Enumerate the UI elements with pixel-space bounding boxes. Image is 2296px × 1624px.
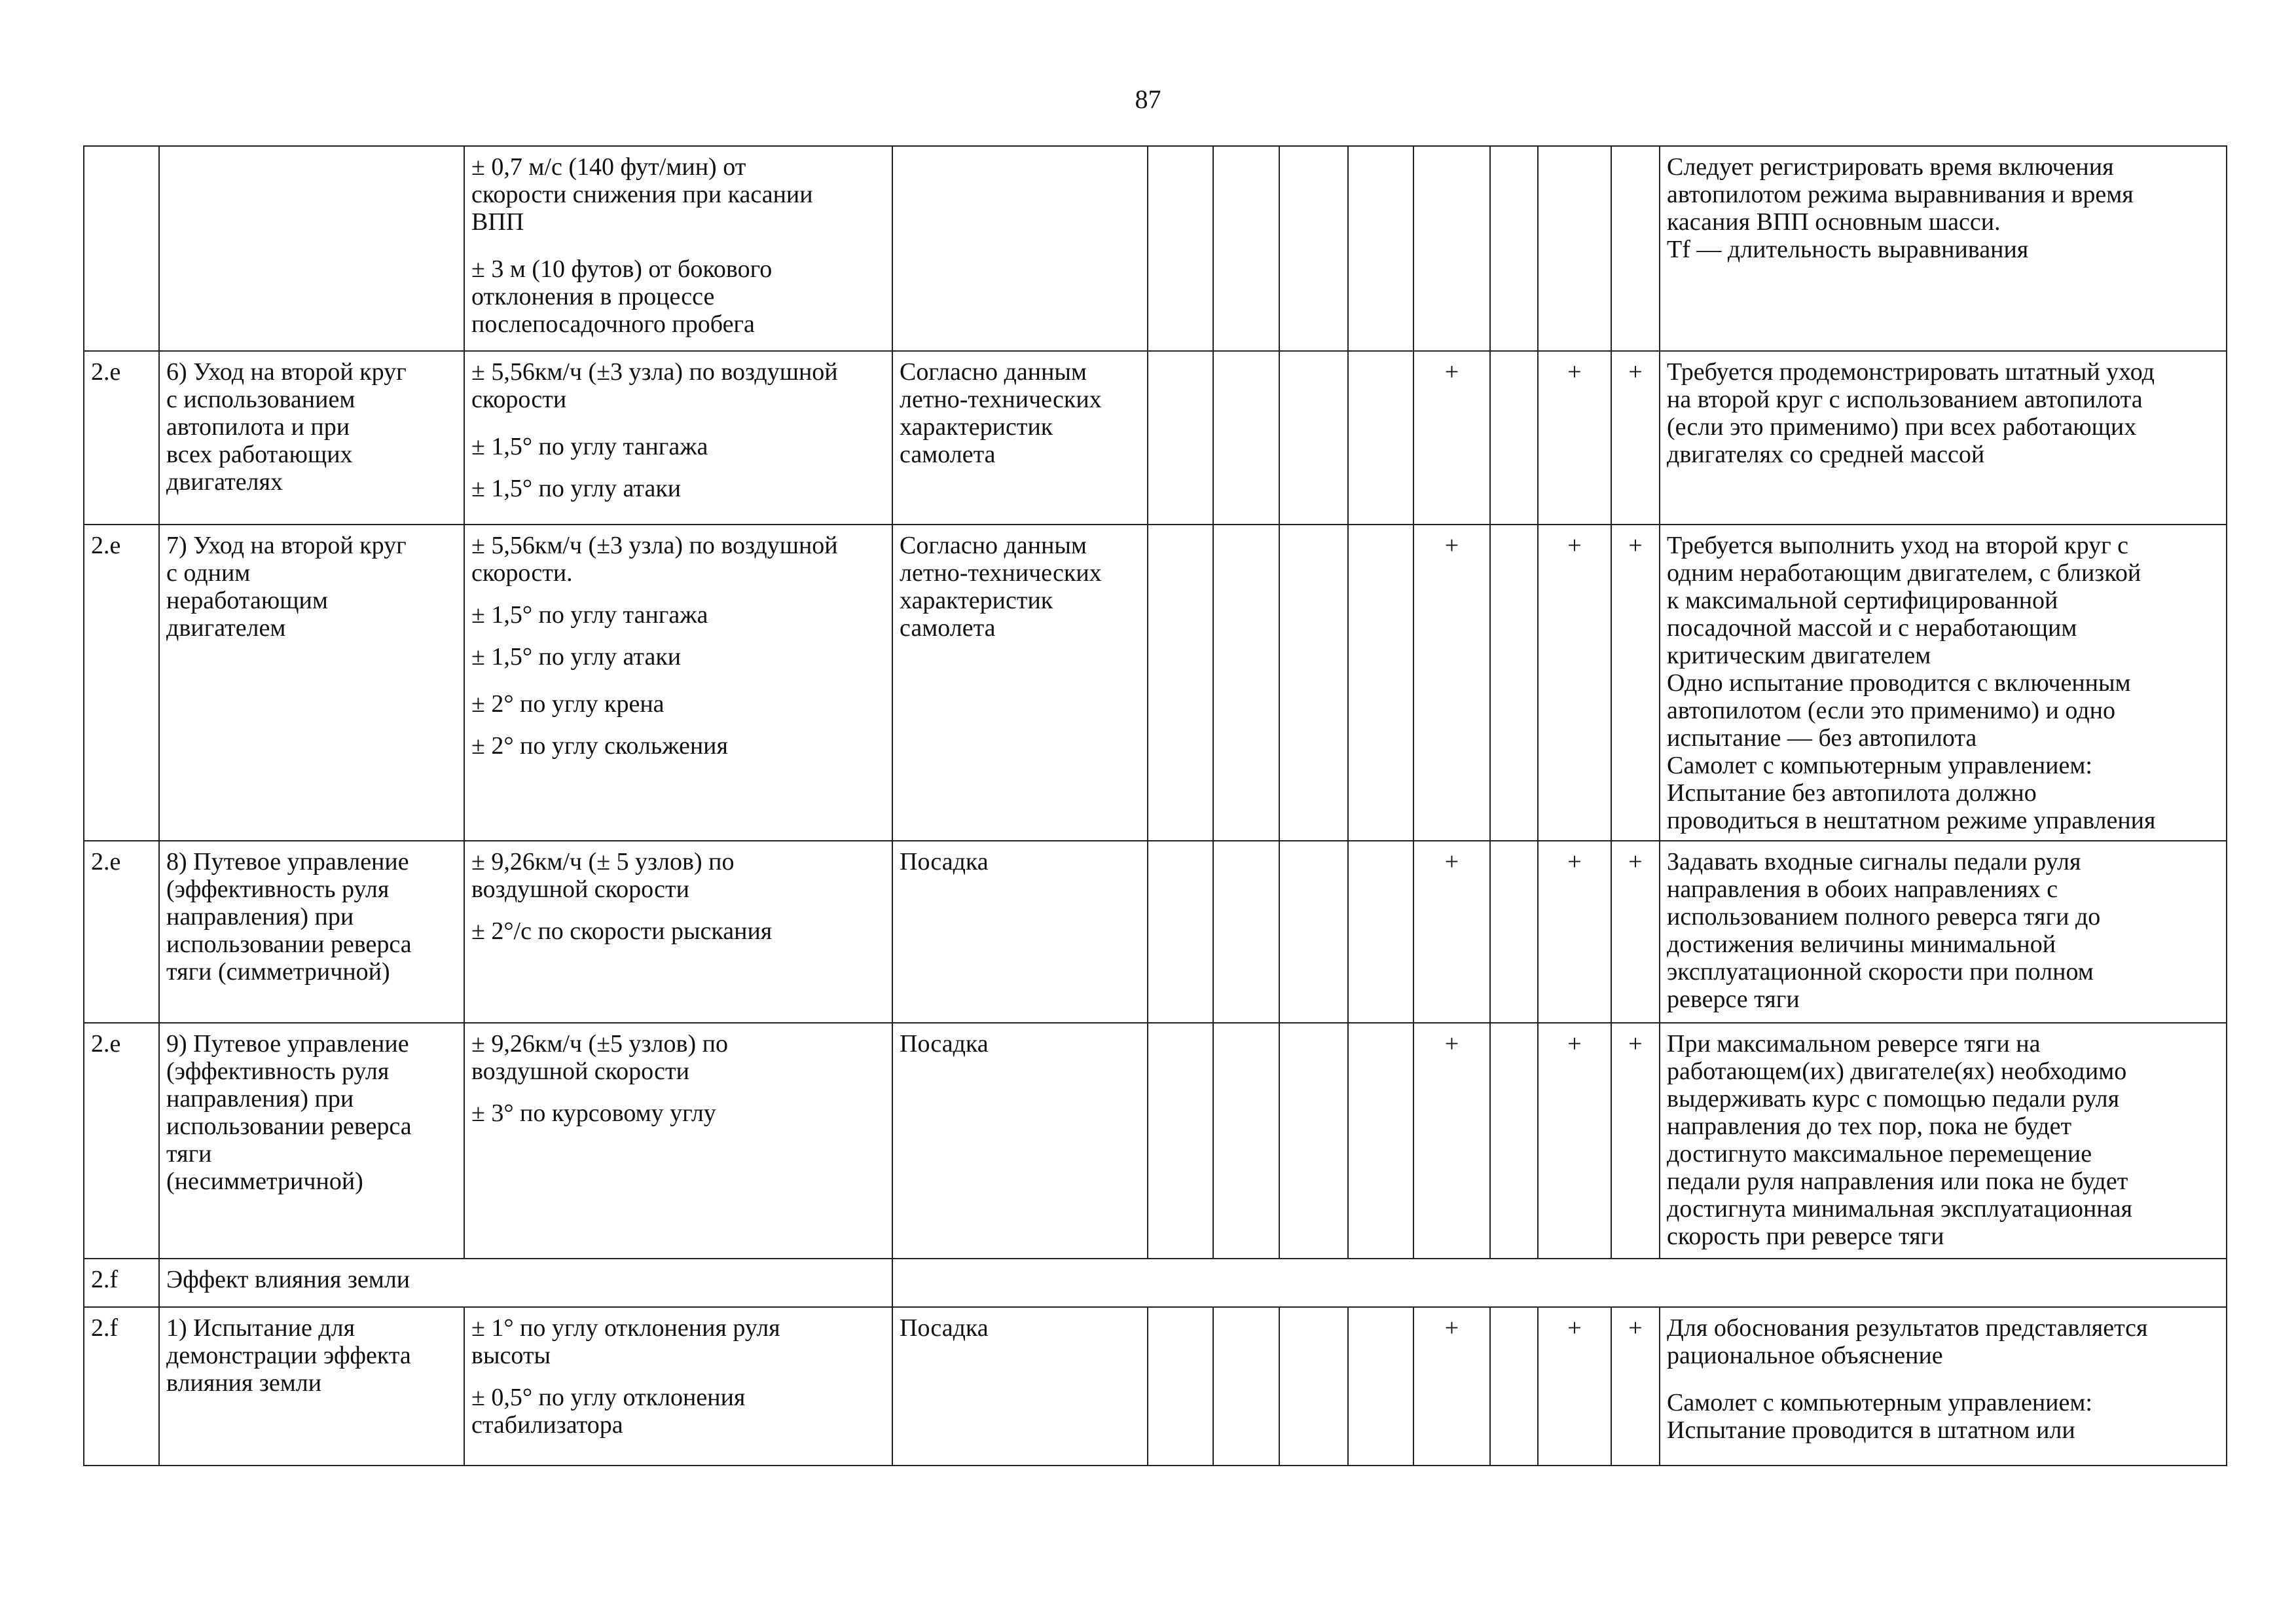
mark-cell xyxy=(1148,1307,1213,1466)
mark-cell xyxy=(1490,146,1538,351)
tolerance-line: ± 1,5° по углу атаки xyxy=(471,475,682,502)
tolerance-line: ± 0,5° по углу отклонения стабилизатора xyxy=(471,1384,746,1439)
conditions-cell: Посадка xyxy=(892,1307,1148,1466)
mark-cell xyxy=(1348,1307,1413,1466)
mark-cell: + xyxy=(1611,351,1660,525)
table-row xyxy=(84,525,2227,841)
mark-cell xyxy=(1348,351,1413,525)
tolerance-line: ± 1° по углу отклонения руля высоты xyxy=(471,1314,780,1369)
tolerance-line: ± 3° по курсовому углу xyxy=(471,1099,716,1127)
mark-cell xyxy=(1213,1307,1279,1466)
mark-cell xyxy=(1611,146,1660,351)
conditions-cell: Согласно данным летно-технических характеристик самолета xyxy=(892,351,1148,525)
tolerance-cell xyxy=(464,146,892,351)
mark-cell xyxy=(1279,351,1348,525)
table-row xyxy=(84,1307,2227,1466)
mark-cell xyxy=(1279,1023,1348,1259)
mark-cell: + xyxy=(1538,1023,1611,1259)
tolerance-cell xyxy=(464,1307,892,1466)
mark-cell xyxy=(1148,146,1213,351)
tolerance-line: ± 1,5° по углу тангажа xyxy=(471,601,708,629)
comments-cell: Требуется продемонстрировать штатный уход на второй круг с использованием автопилота (если это применимо) при всех работающих двигателях со средней массой xyxy=(1660,351,2227,525)
comments-cell: Задавать входные сигналы педали руля направления в обоих направлениях с использованием полного реверса тяги до достижения величины минимальной эксплуатационной скорости при полном реверсе тяги xyxy=(1660,841,2227,1023)
mark-cell: + xyxy=(1611,1307,1660,1466)
tolerance-line: ± 5,56км/ч (±3 узла) по воздушной скорости. xyxy=(471,532,838,587)
tolerance-cell xyxy=(464,351,892,525)
tolerance-cell xyxy=(464,841,892,1023)
test-name-cell: 6) Уход на второй круг с использованием автопилота и при всех работающих двигателях xyxy=(159,351,464,525)
table-row xyxy=(84,351,2227,525)
mark-cell xyxy=(1279,146,1348,351)
test-code-cell: 2.f xyxy=(84,1307,159,1466)
test-name-cell: 7) Уход на второй круг с одним неработающим двигателем xyxy=(159,525,464,841)
test-code-cell: 2.e xyxy=(84,351,159,525)
comments-cell: Следует регистрировать время включения автопилотом режима выравнивания и время касания ВПП основным шасси. Tf — длительность выравнивания xyxy=(1660,146,2227,351)
tolerance-line: ± 1,5° по углу тангажа xyxy=(471,433,708,460)
tolerance-line: ± 2°/с по скорости рыскания xyxy=(471,917,773,945)
mark-cell: + xyxy=(1611,525,1660,841)
mark-cell xyxy=(1213,841,1279,1023)
mark-cell xyxy=(1279,525,1348,841)
mark-cell: + xyxy=(1538,1307,1611,1466)
section-code-cell: 2.f xyxy=(84,1259,159,1307)
test-code-cell: 2.e xyxy=(84,841,159,1023)
mark-cell: + xyxy=(1538,351,1611,525)
tolerance-line: ± 5,56км/ч (±3 узла) по воздушной скорости xyxy=(471,358,838,413)
qualification-test-table xyxy=(83,145,2227,1466)
mark-cell xyxy=(1490,1023,1538,1259)
table-row xyxy=(84,146,2227,351)
tolerance-line: ± 2° по углу крена xyxy=(471,690,665,718)
mark-cell xyxy=(1348,1023,1413,1259)
test-name-cell: 9) Путевое управление (эффективность руля направления) при использовании реверса тяги (несимметричной) xyxy=(159,1023,464,1259)
mark-cell: + xyxy=(1413,525,1490,841)
conditions-cell xyxy=(892,146,1148,351)
tolerance-line: ± 1,5° по углу атаки xyxy=(471,643,682,671)
mark-cell xyxy=(1213,1023,1279,1259)
mark-cell xyxy=(1348,841,1413,1023)
comment-paragraph: Для обоснования результатов представляется рациональное объяснение xyxy=(1667,1314,2148,1369)
mark-cell xyxy=(1490,351,1538,525)
mark-cell: + xyxy=(1538,525,1611,841)
tolerance-line: ± 0,7 м/с (140 фут/мин) от скорости снижения при касании ВПП xyxy=(471,153,813,236)
tolerance-cell xyxy=(464,1023,892,1259)
mark-cell: + xyxy=(1413,1307,1490,1466)
tolerance-line: ± 9,26км/ч (±5 узлов) по воздушной скорости xyxy=(471,1030,728,1085)
mark-cell xyxy=(1213,351,1279,525)
mark-cell xyxy=(1348,525,1413,841)
test-code-cell: 2.e xyxy=(84,1023,159,1259)
table-row xyxy=(84,1023,2227,1259)
tolerance-line: ± 2° по углу скольжения xyxy=(471,732,728,760)
tolerance-line: ± 9,26км/ч (± 5 узлов) по воздушной скорости xyxy=(471,848,735,903)
mark-cell xyxy=(1279,841,1348,1023)
conditions-cell: Согласно данным летно-технических характеристик самолета xyxy=(892,525,1148,841)
test-name-cell: 1) Испытание для демонстрации эффекта влияния земли xyxy=(159,1307,464,1466)
test-code-cell xyxy=(84,146,159,351)
mark-cell xyxy=(1413,146,1490,351)
comments-cell xyxy=(1660,1307,2227,1466)
mark-cell xyxy=(1148,525,1213,841)
tolerance-cell xyxy=(464,525,892,841)
conditions-cell: Посадка xyxy=(892,1023,1148,1259)
comments-cell: При максимальном реверсе тяги на работающем(их) двигателе(ях) необходимо выдерживать курс с помощью педали руля направления до тех пор, пока не будет достигнуто максимальное перемещение педали руля направления или пока не будет достигнута минимальная эксплуатационная скорость при реверсе тяги xyxy=(1660,1023,2227,1259)
mark-cell xyxy=(1148,841,1213,1023)
mark-cell xyxy=(1213,525,1279,841)
mark-cell: + xyxy=(1413,351,1490,525)
mark-cell xyxy=(1279,1307,1348,1466)
mark-cell xyxy=(1348,146,1413,351)
mark-cell: + xyxy=(1611,1023,1660,1259)
page-number: 87 xyxy=(1135,84,1161,114)
mark-cell: + xyxy=(1413,841,1490,1023)
test-code-cell: 2.e xyxy=(84,525,159,841)
mark-cell: + xyxy=(1413,1023,1490,1259)
conditions-cell: Посадка xyxy=(892,841,1148,1023)
mark-cell: + xyxy=(1538,841,1611,1023)
mark-cell xyxy=(1213,146,1279,351)
section-title-cell: Эффект влияния земли xyxy=(159,1259,892,1307)
test-name-cell xyxy=(159,146,464,351)
table-row xyxy=(84,841,2227,1023)
section-empty-cell xyxy=(892,1259,2227,1307)
tolerance-line: ± 3 м (10 футов) от бокового отклонения в процессе послепосадочного пробега xyxy=(471,255,773,338)
comment-paragraph: Самолет с компьютерным управлением: Испытание проводится в штатном или xyxy=(1667,1389,2092,1444)
mark-cell xyxy=(1148,1023,1213,1259)
mark-cell xyxy=(1148,351,1213,525)
comments-cell: Требуется выполнить уход на второй круг с одним неработающим двигателем, с близкой к максимальной сертифицированной посадочной массой и с неработающим критическим двигателем Одно испытание проводится с включенным автопилотом (если это применимо) и одно испытание — без автопилота Самолет с компьютерным управлением: Испытание без автопилота должно проводиться в нештатном режиме управления xyxy=(1660,525,2227,841)
mark-cell xyxy=(1490,1307,1538,1466)
mark-cell xyxy=(1538,146,1611,351)
mark-cell xyxy=(1490,525,1538,841)
mark-cell xyxy=(1490,841,1538,1023)
test-name-cell: 8) Путевое управление (эффективность руля направления) при использовании реверса тяги (симметричной) xyxy=(159,841,464,1023)
section-row xyxy=(84,1259,2227,1307)
mark-cell: + xyxy=(1611,841,1660,1023)
